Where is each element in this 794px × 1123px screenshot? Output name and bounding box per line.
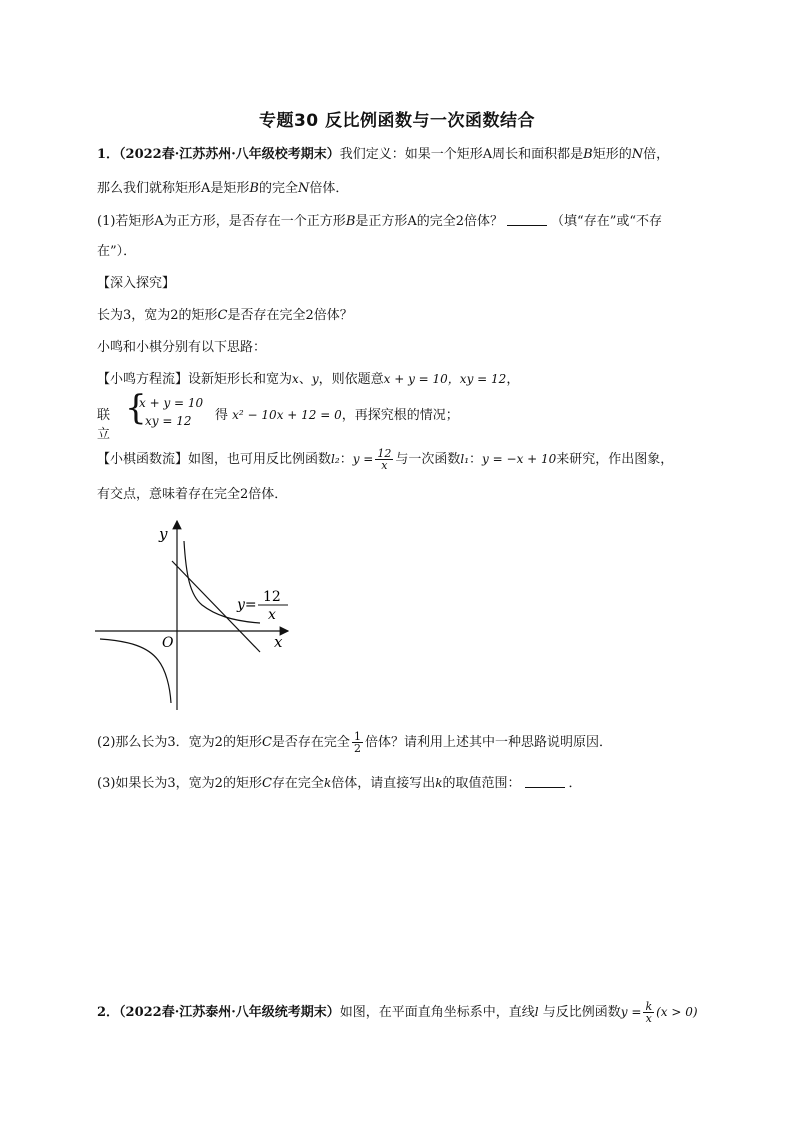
part3-text: 倍体，请直接写出	[331, 776, 436, 791]
q1-intro-text: 矩形的	[592, 147, 632, 162]
q2-condition: (x > 0)	[656, 1005, 698, 1019]
answer-blank[interactable]	[525, 775, 565, 788]
quadratic-equation: x² − 10x + 12 = 0	[232, 408, 342, 422]
q1-definition-text: 倍体．	[309, 181, 349, 196]
part1-text: 是正方形A的完全2倍体？	[355, 214, 504, 229]
var-l2: l₂	[331, 452, 340, 466]
fraction-denominator: 2	[353, 742, 361, 755]
ming-text: 、	[298, 372, 312, 387]
system-result-text: 得	[215, 408, 229, 423]
qi-text: ：	[339, 452, 353, 467]
var-C: C	[261, 735, 272, 750]
ming-text: 设新矩形长和宽为	[188, 372, 293, 387]
var-x: x	[292, 372, 299, 386]
part1-text: (1)若矩形A为正方形，是否存在一个正方形	[97, 214, 346, 229]
q1-part3-line	[97, 774, 582, 793]
part2-text: (2)那么长为3．宽为2的矩形	[97, 735, 262, 750]
curve-label-numerator: 12	[263, 589, 281, 605]
fraction-k-over-x	[643, 1001, 654, 1024]
part2-text: 是否存在完全	[271, 735, 350, 750]
q2-text: 与反比例函数	[542, 1005, 621, 1020]
qi-text: 来研究，作出图象，	[556, 452, 674, 467]
q1-intro-line	[97, 146, 669, 164]
qi-text: 如图，也可用反比例函数	[188, 452, 332, 467]
q1-definition-text: 的完全	[258, 181, 298, 196]
q1-part2-line	[97, 730, 612, 756]
var-k: k	[323, 776, 332, 790]
fraction-numerator: 1	[353, 730, 361, 743]
q2-source: （2022春·江苏泰州·八年级统考期末）	[119, 1005, 340, 1020]
q2-number: 2．	[97, 1005, 120, 1020]
part2-text: 倍体？请利用上述其中一种思路说明原因．	[364, 735, 612, 750]
var-N: N	[297, 181, 310, 196]
qi-method-line	[97, 446, 673, 472]
fraction-12-over-x	[375, 448, 393, 471]
explore-text: 长为3，宽为2的矩形	[97, 308, 218, 323]
ming-text: ，	[506, 372, 520, 387]
var-B: B	[583, 147, 593, 162]
system-label: 联立	[97, 408, 111, 442]
origin-label: O	[162, 635, 174, 651]
system-equation-2: xy = 12	[145, 414, 192, 428]
hyperbola-branch-q3	[100, 639, 171, 703]
var-l1: l₁	[460, 452, 470, 466]
fraction-denominator: x	[381, 459, 388, 472]
var-C: C	[217, 308, 228, 323]
system-result-text: ，再探究根的情况；	[341, 408, 459, 423]
page-title: 专题30 反比例函数与一次函数结合	[258, 111, 536, 131]
fraction-denominator: x	[645, 1012, 652, 1025]
qi-y: y =	[352, 452, 374, 466]
part1-hint: （填“存在”或“不存	[551, 214, 662, 229]
q1-definition-text: 那么我们就称矩形A是矩形	[97, 181, 250, 196]
ming-label: 【小鸣方程流】	[97, 372, 189, 387]
linear-equation: y = −x + 10	[482, 452, 557, 466]
explore-text: 是否存在完全2倍体？	[227, 308, 353, 323]
answer-blank[interactable]	[507, 213, 547, 226]
part3-text: (3)如果长为3，宽为2的矩形	[97, 776, 262, 791]
part3-text: 存在完全	[271, 776, 324, 791]
q1-intro-text: 我们定义：如果一个矩形A周长和面积都是	[339, 147, 584, 162]
qi-text: 与一次函数	[395, 452, 461, 467]
q2-y: y =	[620, 1005, 642, 1019]
part3-text: 的取值范围：	[442, 776, 521, 791]
fraction-numerator: 12	[377, 447, 392, 460]
fraction-one-half	[352, 731, 363, 754]
ming-equations: x + y = 10，xy = 12	[383, 372, 507, 386]
brace-icon: {	[125, 388, 147, 428]
var-N: N	[631, 147, 644, 162]
q1-number: 1．	[97, 147, 120, 162]
fraction-numerator: k	[645, 1000, 653, 1013]
explore-heading: 【深入探究】	[97, 276, 176, 291]
qi-label: 【小棋函数流】	[97, 452, 189, 467]
function-graph	[90, 515, 300, 715]
explore-intro: 小鸣和小棋分别有以下思路：	[97, 340, 267, 355]
var-B: B	[249, 181, 259, 196]
q1-intro-text: 倍，	[643, 147, 670, 162]
ming-method-line	[97, 370, 519, 389]
var-B: B	[345, 214, 356, 229]
curve-label-prefix: y=	[237, 597, 257, 613]
var-k: k	[435, 776, 443, 790]
x-axis-label: x	[274, 633, 283, 651]
q1-source: （2022春·江苏苏州·八年级校考期末）	[119, 147, 340, 162]
var-C: C	[261, 776, 272, 791]
q2-text: 如图，在平面直角坐标系中，直线	[339, 1005, 535, 1020]
system-equation-1: x + y = 10	[139, 396, 204, 410]
curve-label-denominator: x	[268, 607, 276, 623]
system-result	[215, 404, 459, 423]
explore-question	[97, 307, 353, 325]
q2-intro-line	[97, 998, 698, 1026]
q1-part1-line	[97, 213, 662, 231]
y-axis-label: y	[159, 525, 168, 543]
qi-method-line2: 有交点，意味着存在完全2倍体．	[97, 487, 288, 502]
q1-definition-line	[97, 180, 348, 198]
ming-text: ，则依题意	[318, 372, 384, 387]
q1-part1-line2: 在”）．	[97, 244, 137, 259]
qi-text: ：	[469, 452, 483, 467]
part3-text: ．	[568, 776, 582, 791]
var-l: l	[534, 1005, 539, 1019]
var-y: y	[311, 372, 319, 386]
